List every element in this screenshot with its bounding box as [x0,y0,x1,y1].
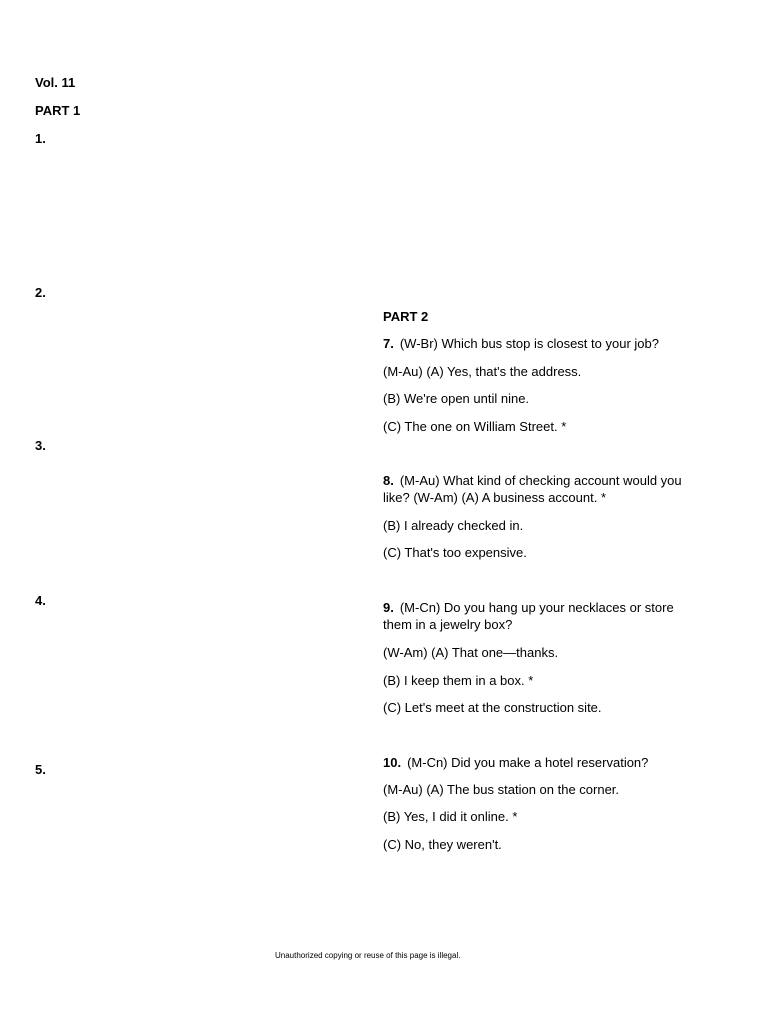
answer-option: (W-Am) (A) That one—thanks. [383,645,559,660]
part1-item-number: 2. [35,285,46,300]
answer-option: (C) No, they weren't. [383,837,502,852]
answer-option: (C) The one on William Street. * [383,419,567,434]
question-prompt: (W-Br) Which bus stop is closest to your job? [399,336,659,351]
part1-item-number: 4. [35,593,46,608]
answer-option: (M-Au) (A) The bus station on the corner. [383,782,620,797]
part1-item-number: 3. [35,438,46,453]
answer-option: (B) Yes, I did it online. * [383,809,518,824]
part1-item-number: 5. [35,762,46,777]
part2-title: PART 2 [383,309,429,324]
question-number: 7. [383,336,394,351]
copyright-notice: Unauthorized copying or reuse of this page is illegal. [275,951,461,960]
answer-option: (B) We're open until nine. [383,391,530,406]
question-prompt: (M-Au) What kind of checking account would you like? (W-Am) (A) A business account. * [383,473,682,505]
answer-option: (C) Let's meet at the construction site. [383,700,602,715]
answer-option: (B) I keep them in a box. * [383,673,534,688]
volume-label: Vol. 11 [35,75,76,90]
question-7 [383,335,659,352]
question-10 [383,754,648,771]
part1-item-number: 1. [35,131,46,146]
question-number: 10. [383,755,402,770]
question-9 [383,599,701,633]
answer-option: (M-Au) (A) Yes, that's the address. [383,364,582,379]
question-prompt: (M-Cn) Do you hang up your necklaces or store them in a jewelry box? [383,600,674,632]
answer-option: (B) I already checked in. [383,518,524,533]
question-prompt: (M-Cn) Did you make a hotel reservation? [407,755,649,770]
question-8 [383,472,701,506]
part1-title: PART 1 [35,103,81,118]
question-number: 9. [383,600,394,615]
question-number: 8. [383,473,394,488]
answer-option: (C) That's too expensive. [383,545,527,560]
